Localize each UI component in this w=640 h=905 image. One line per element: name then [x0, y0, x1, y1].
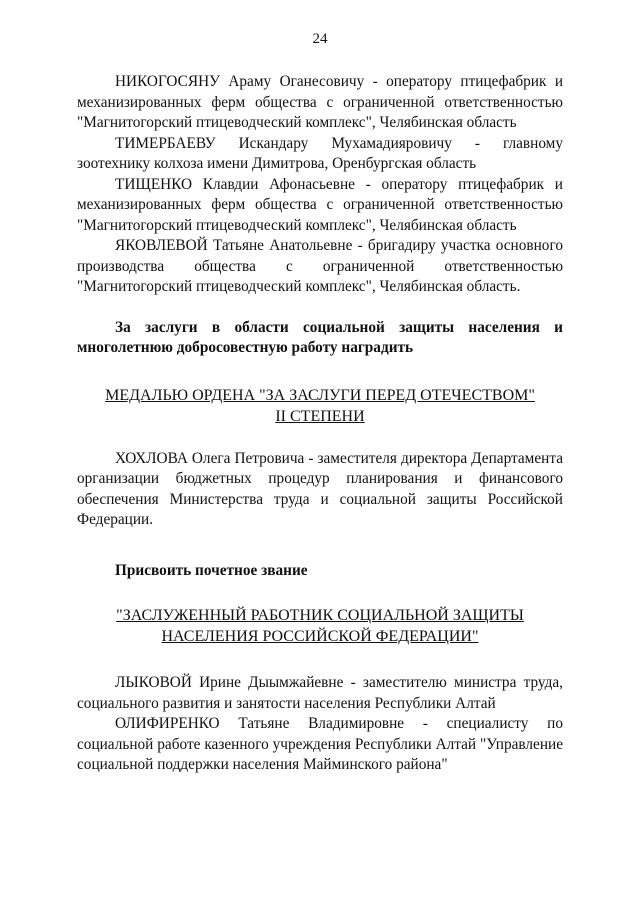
award-entry-tishchenko: ТИЩЕНКО Клавдии Афонасьевне - оператору птицефабрик и механизированных ферм общества с ограниченной ответственностью "Магнитогорский птицеводческий комплекс", Челябинская область [77, 175, 563, 234]
document-body [77, 72, 563, 776]
award-entry-nikogosyan: НИКОГОСЯНУ Араму Оганесовичу - оператору птицефабрик и механизированных ферм общества с ограниченной ответственностью "Магнитогорский птицеводческий комплекс", Челябинская область [77, 73, 563, 131]
section-intro-social-protection: За заслуги в области социальной защиты населения и многолетнюю добросовестную работу наградить [77, 318, 563, 356]
honorary-title-line-2: НАСЕЛЕНИЯ РОССИЙСКОЙ ФЕДЕРАЦИИ" [161, 628, 479, 645]
award-title-line-1: МЕДАЛЬЮ ОРДЕНА "ЗА ЗАСЛУГИ ПЕРЕД ОТЕЧЕСТВОМ" [105, 386, 535, 404]
honorary-entry-olifirenko: ОЛИФИРЕНКО Татьяне Владимировне - специалисту по социальной работе казенного учреждения Республики Алтай "Управление социальной поддержки населения Майминского района" [77, 715, 563, 773]
page-number: 24 [312, 31, 328, 47]
honorary-entry-lykova: ЛЫКОВОЙ Ирине Дыымжайевне - заместителю министра труда, социального развития и занятости населения Республики Алтай [77, 674, 563, 712]
award-entry-yakovleva: ЯКОВЛЕВОЙ Татьяне Анатольевне - бригадиру участка основного производства общества с ограниченной ответственностью "Магнитогорский птицеводческий комплекс", Челябинская область. [77, 237, 563, 295]
award-title-line-2: II СТЕПЕНИ [275, 407, 365, 425]
award-entry-khokhlov: ХОХЛОВА Олега Петровича - заместителя директора Департамента организации бюджетных процедур планирования и финансового обеспечения Министерства труда и социальной защиты Российской Федерации. [77, 449, 563, 528]
award-entry-timerbaev: ТИМЕРБАЕВУ Искандару Мухамадияровичу - главному зоотехнику колхоза имени Димитрова, Оренбургская область [77, 134, 563, 172]
section-intro-honorary-title: Присвоить почетное звание [115, 561, 308, 579]
honorary-title-line-1: "ЗАСЛУЖЕННЫЙ РАБОТНИК СОЦИАЛЬНОЙ ЗАЩИТЫ [116, 607, 524, 624]
